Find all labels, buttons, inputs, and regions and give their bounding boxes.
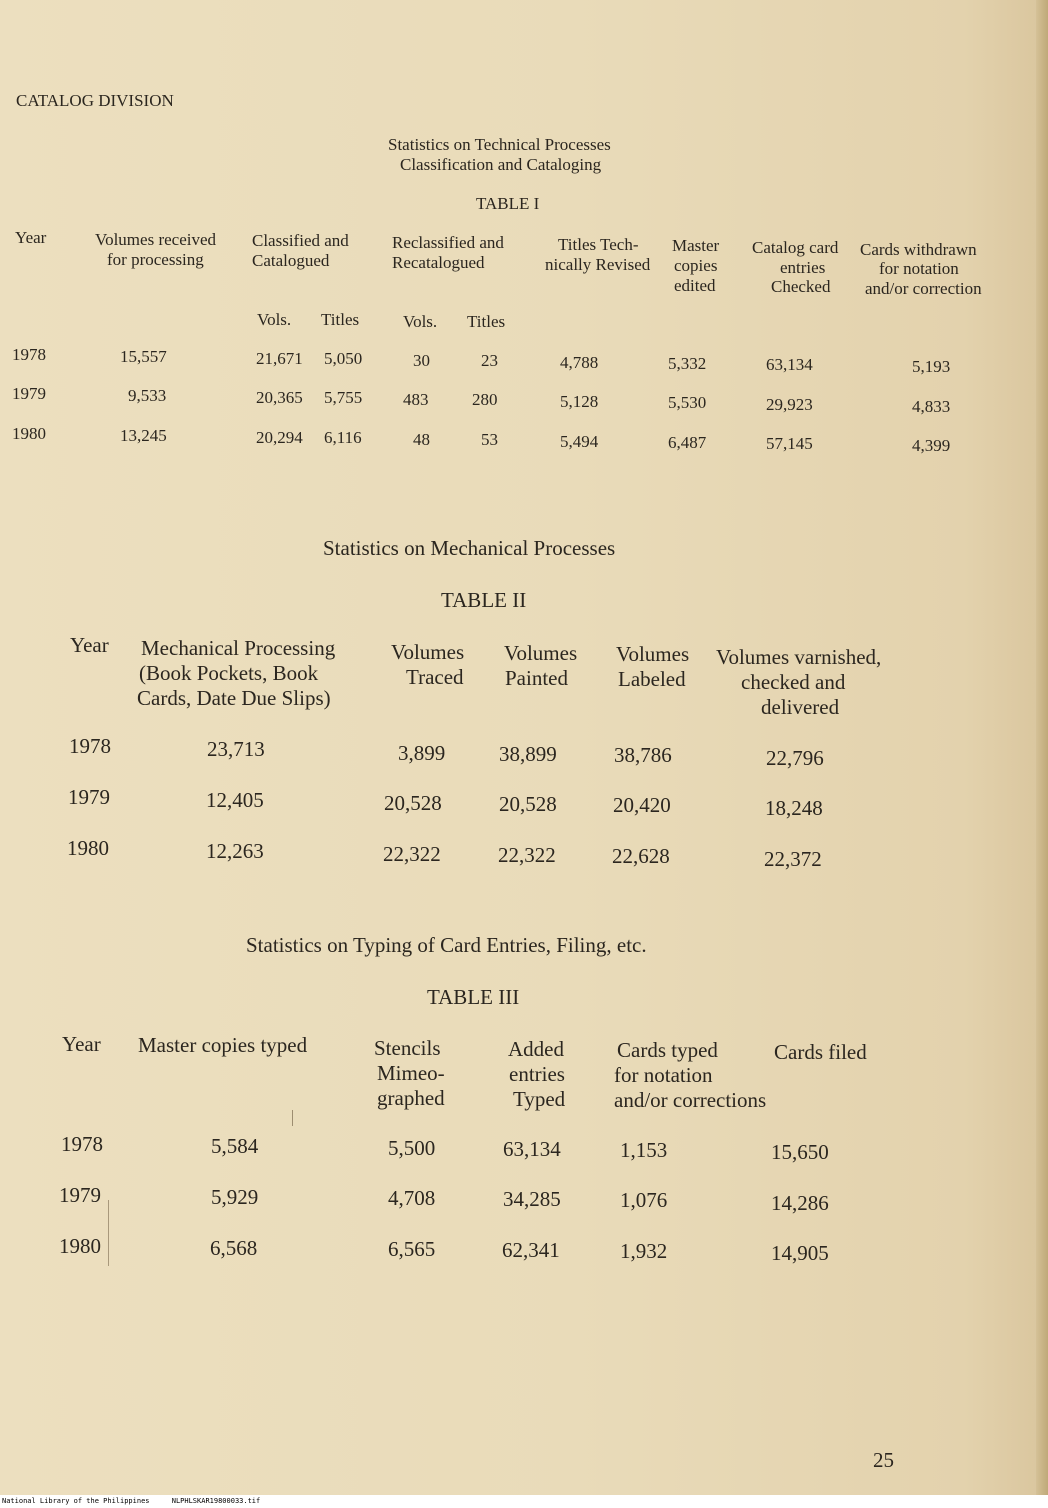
table1-header-received-2: for processing [107, 250, 204, 269]
table2-row3-traced: 22,322 [383, 842, 441, 866]
table1-header-master-2: copies [674, 256, 718, 275]
table2-header-varnished-1: Volumes varnished, [716, 645, 882, 669]
table1-row1-master: 5,332 [668, 354, 707, 373]
table1-subheader-reclassified-titles: Titles [467, 312, 506, 331]
table1-header-classified-1: Classified and [252, 231, 349, 250]
table1-row1-revised: 4,788 [560, 353, 599, 372]
table1-row2-catalog: 29,923 [766, 395, 813, 414]
table1-header-withdrawn-2: for notation [879, 259, 959, 278]
table3-row3-year: 1980 [59, 1234, 101, 1258]
table1-row1-classified-vols: 21,671 [256, 349, 303, 368]
table1-row3-withdrawn: 4,399 [912, 436, 951, 455]
table2-row2-varnished: 18,248 [765, 796, 823, 820]
table1-row1-withdrawn: 5,193 [912, 357, 951, 376]
footer-library: National Library of the Philippines [2, 1497, 150, 1505]
table2-header-labeled-1: Volumes [616, 642, 690, 666]
table1-header-revised-2: nically Revised [545, 255, 651, 274]
table1-subheader-classified-titles: Titles [321, 310, 360, 329]
table3-header-master: Master copies typed [138, 1033, 308, 1057]
table1-row2-master: 5,530 [668, 393, 707, 412]
table1-row3-reclassified-vols: 48 [413, 430, 430, 449]
table1-row3-reclassified-titles: 53 [481, 430, 498, 449]
table3-label: TABLE III [427, 985, 520, 1009]
table2-header-mechanical-3: Cards, Date Due Slips) [137, 686, 331, 710]
table1-row2-revised: 5,128 [560, 392, 599, 411]
table1-row1-received: 15,557 [120, 347, 167, 366]
table2-row2-year: 1979 [68, 785, 110, 809]
table2-row1-year: 1978 [69, 734, 111, 758]
table2-title: Statistics on Mechanical Processes [323, 536, 616, 560]
table3-row1-year: 1978 [61, 1132, 103, 1156]
table3-row3-master: 6,568 [210, 1236, 258, 1260]
pencil-mark [292, 1110, 293, 1126]
division-heading: CATALOG DIVISION [16, 91, 174, 110]
table1-row3-classified-vols: 20,294 [256, 428, 303, 447]
table2-header-varnished-3: delivered [761, 695, 840, 719]
table3-header-added-1: Added [508, 1037, 564, 1061]
table1-row1-catalog: 63,134 [766, 355, 813, 374]
table1-title-line2: Classification and Cataloging [400, 155, 602, 174]
table3-row1-typed: 1,153 [620, 1138, 668, 1162]
table3-row2-stencils: 4,708 [388, 1186, 436, 1210]
table2-row2-labeled: 20,420 [613, 793, 671, 817]
table1-header-catalog-1: Catalog card [752, 238, 839, 257]
footer-file: NLPHLSKAR19800033.tif [171, 1497, 261, 1505]
table1-header-withdrawn-3: and/or correction [865, 279, 982, 298]
table3-row2-year: 1979 [59, 1183, 101, 1207]
table3-header-cards-filed: Cards filed [774, 1040, 867, 1064]
table1-subheader-classified-vols: Vols. [257, 310, 292, 329]
table1-row2-classified-titles: 5,755 [324, 388, 363, 407]
table3-row2-master: 5,929 [211, 1185, 259, 1209]
table2-row1-labeled: 38,786 [614, 743, 672, 767]
table1-header-reclassified-1: Reclassified and [392, 233, 504, 252]
table2-header-traced-2: Traced [406, 665, 464, 689]
table1-header-catalog-2: entries [780, 258, 826, 277]
table1-header-year: Year [15, 228, 47, 247]
table1-row1-reclassified-titles: 23 [481, 351, 498, 370]
table3-header-added-3: Typed [513, 1087, 566, 1111]
table1-header-reclassified-2: Recatalogued [392, 253, 485, 272]
table2-header-painted-1: Volumes [504, 641, 578, 665]
table1-header-revised-1: Titles Tech- [558, 235, 639, 254]
table3-row3-stencils: 6,565 [388, 1237, 436, 1261]
table3-row1-added: 63,134 [503, 1137, 561, 1161]
table3-row2-filed: 14,286 [771, 1191, 829, 1215]
table1-row2-year: 1979 [12, 384, 46, 403]
table1-label: TABLE I [476, 194, 540, 213]
table1-row2-received: 9,533 [128, 386, 167, 405]
table2-label: TABLE II [441, 588, 527, 612]
table1-header-withdrawn-1: Cards withdrawn [860, 240, 977, 259]
table3-row1-master: 5,584 [211, 1134, 259, 1158]
table2-row1-varnished: 22,796 [766, 746, 824, 770]
table1-row3-classified-titles: 6,116 [324, 428, 362, 447]
table1-title-line1: Statistics on Technical Processes [388, 135, 611, 154]
table2-row1-painted: 38,899 [499, 742, 557, 766]
table1-header-master-3: edited [674, 276, 716, 295]
table2-header-labeled-2: Labeled [618, 667, 686, 691]
table3-title: Statistics on Typing of Card Entries, Filing, etc. [246, 933, 647, 957]
table3-header-year: Year [62, 1032, 101, 1056]
table1-row1-year: 1978 [12, 345, 46, 364]
table1-row2-withdrawn: 4,833 [912, 397, 951, 416]
table3-row3-filed: 14,905 [771, 1241, 829, 1265]
table2-row2-mechanical: 12,405 [206, 788, 264, 812]
table1-row3-received: 13,245 [120, 426, 167, 445]
table3-header-cards-typed-3: and/or corrections [614, 1088, 767, 1112]
table1-subheader-reclassified-vols: Vols. [403, 312, 438, 331]
table3-row2-typed: 1,076 [620, 1188, 668, 1212]
table1-row3-year: 1980 [12, 424, 46, 443]
table3-row2-added: 34,285 [503, 1187, 561, 1211]
table1-row2-reclassified-titles: 280 [472, 390, 498, 409]
table3-row3-added: 62,341 [502, 1238, 560, 1262]
table1-row1-classified-titles: 5,050 [324, 349, 363, 368]
table2-header-painted-2: Painted [505, 666, 568, 690]
table1-row2-reclassified-vols: 483 [403, 390, 429, 409]
table2-row2-traced: 20,528 [384, 791, 442, 815]
pencil-mark [108, 1200, 109, 1266]
table2-header-year: Year [70, 633, 109, 657]
table1-row1-reclassified-vols: 30 [413, 351, 430, 370]
table2-row3-painted: 22,322 [498, 843, 556, 867]
table2-row2-painted: 20,528 [499, 792, 557, 816]
table1-header-catalog-3: Checked [771, 277, 831, 296]
table1-row3-master: 6,487 [668, 433, 707, 452]
scan-footer [0, 1495, 1048, 1508]
table2-header-mechanical-1: Mechanical Processing [141, 636, 336, 660]
page-number: 25 [873, 1448, 894, 1472]
table2-row3-mechanical: 12,263 [206, 839, 264, 863]
table2-row3-year: 1980 [67, 836, 109, 860]
table1-row3-catalog: 57,145 [766, 434, 813, 453]
table2-row3-labeled: 22,628 [612, 844, 670, 868]
table2-header-varnished-2: checked and [741, 670, 846, 694]
table3-header-stencils-1: Stencils [374, 1036, 441, 1060]
table2-row1-mechanical: 23,713 [207, 737, 265, 761]
table3-row1-filed: 15,650 [771, 1140, 829, 1164]
table2-header-traced-1: Volumes [391, 640, 465, 664]
page-edge-shadow [1036, 0, 1048, 1495]
table1-row3-revised: 5,494 [560, 432, 599, 451]
table3-row1-stencils: 5,500 [388, 1136, 436, 1160]
table2-row1-traced: 3,899 [398, 741, 446, 765]
table3-row3-typed: 1,932 [620, 1239, 668, 1263]
table3-header-added-2: entries [509, 1062, 565, 1086]
table1-header-master-1: Master [672, 236, 720, 255]
table2-row3-varnished: 22,372 [764, 847, 822, 871]
table3-header-cards-typed-1: Cards typed [617, 1038, 718, 1062]
table1-row2-classified-vols: 20,365 [256, 388, 303, 407]
table1-header-received-1: Volumes received [95, 230, 217, 249]
table1-header-classified-2: Catalogued [252, 251, 330, 270]
table3-header-stencils-2: Mimeo- [377, 1061, 445, 1085]
table3-header-cards-typed-2: for notation [614, 1063, 713, 1087]
table3-header-stencils-3: graphed [377, 1086, 445, 1110]
table2-header-mechanical-2: (Book Pockets, Book [139, 661, 319, 685]
